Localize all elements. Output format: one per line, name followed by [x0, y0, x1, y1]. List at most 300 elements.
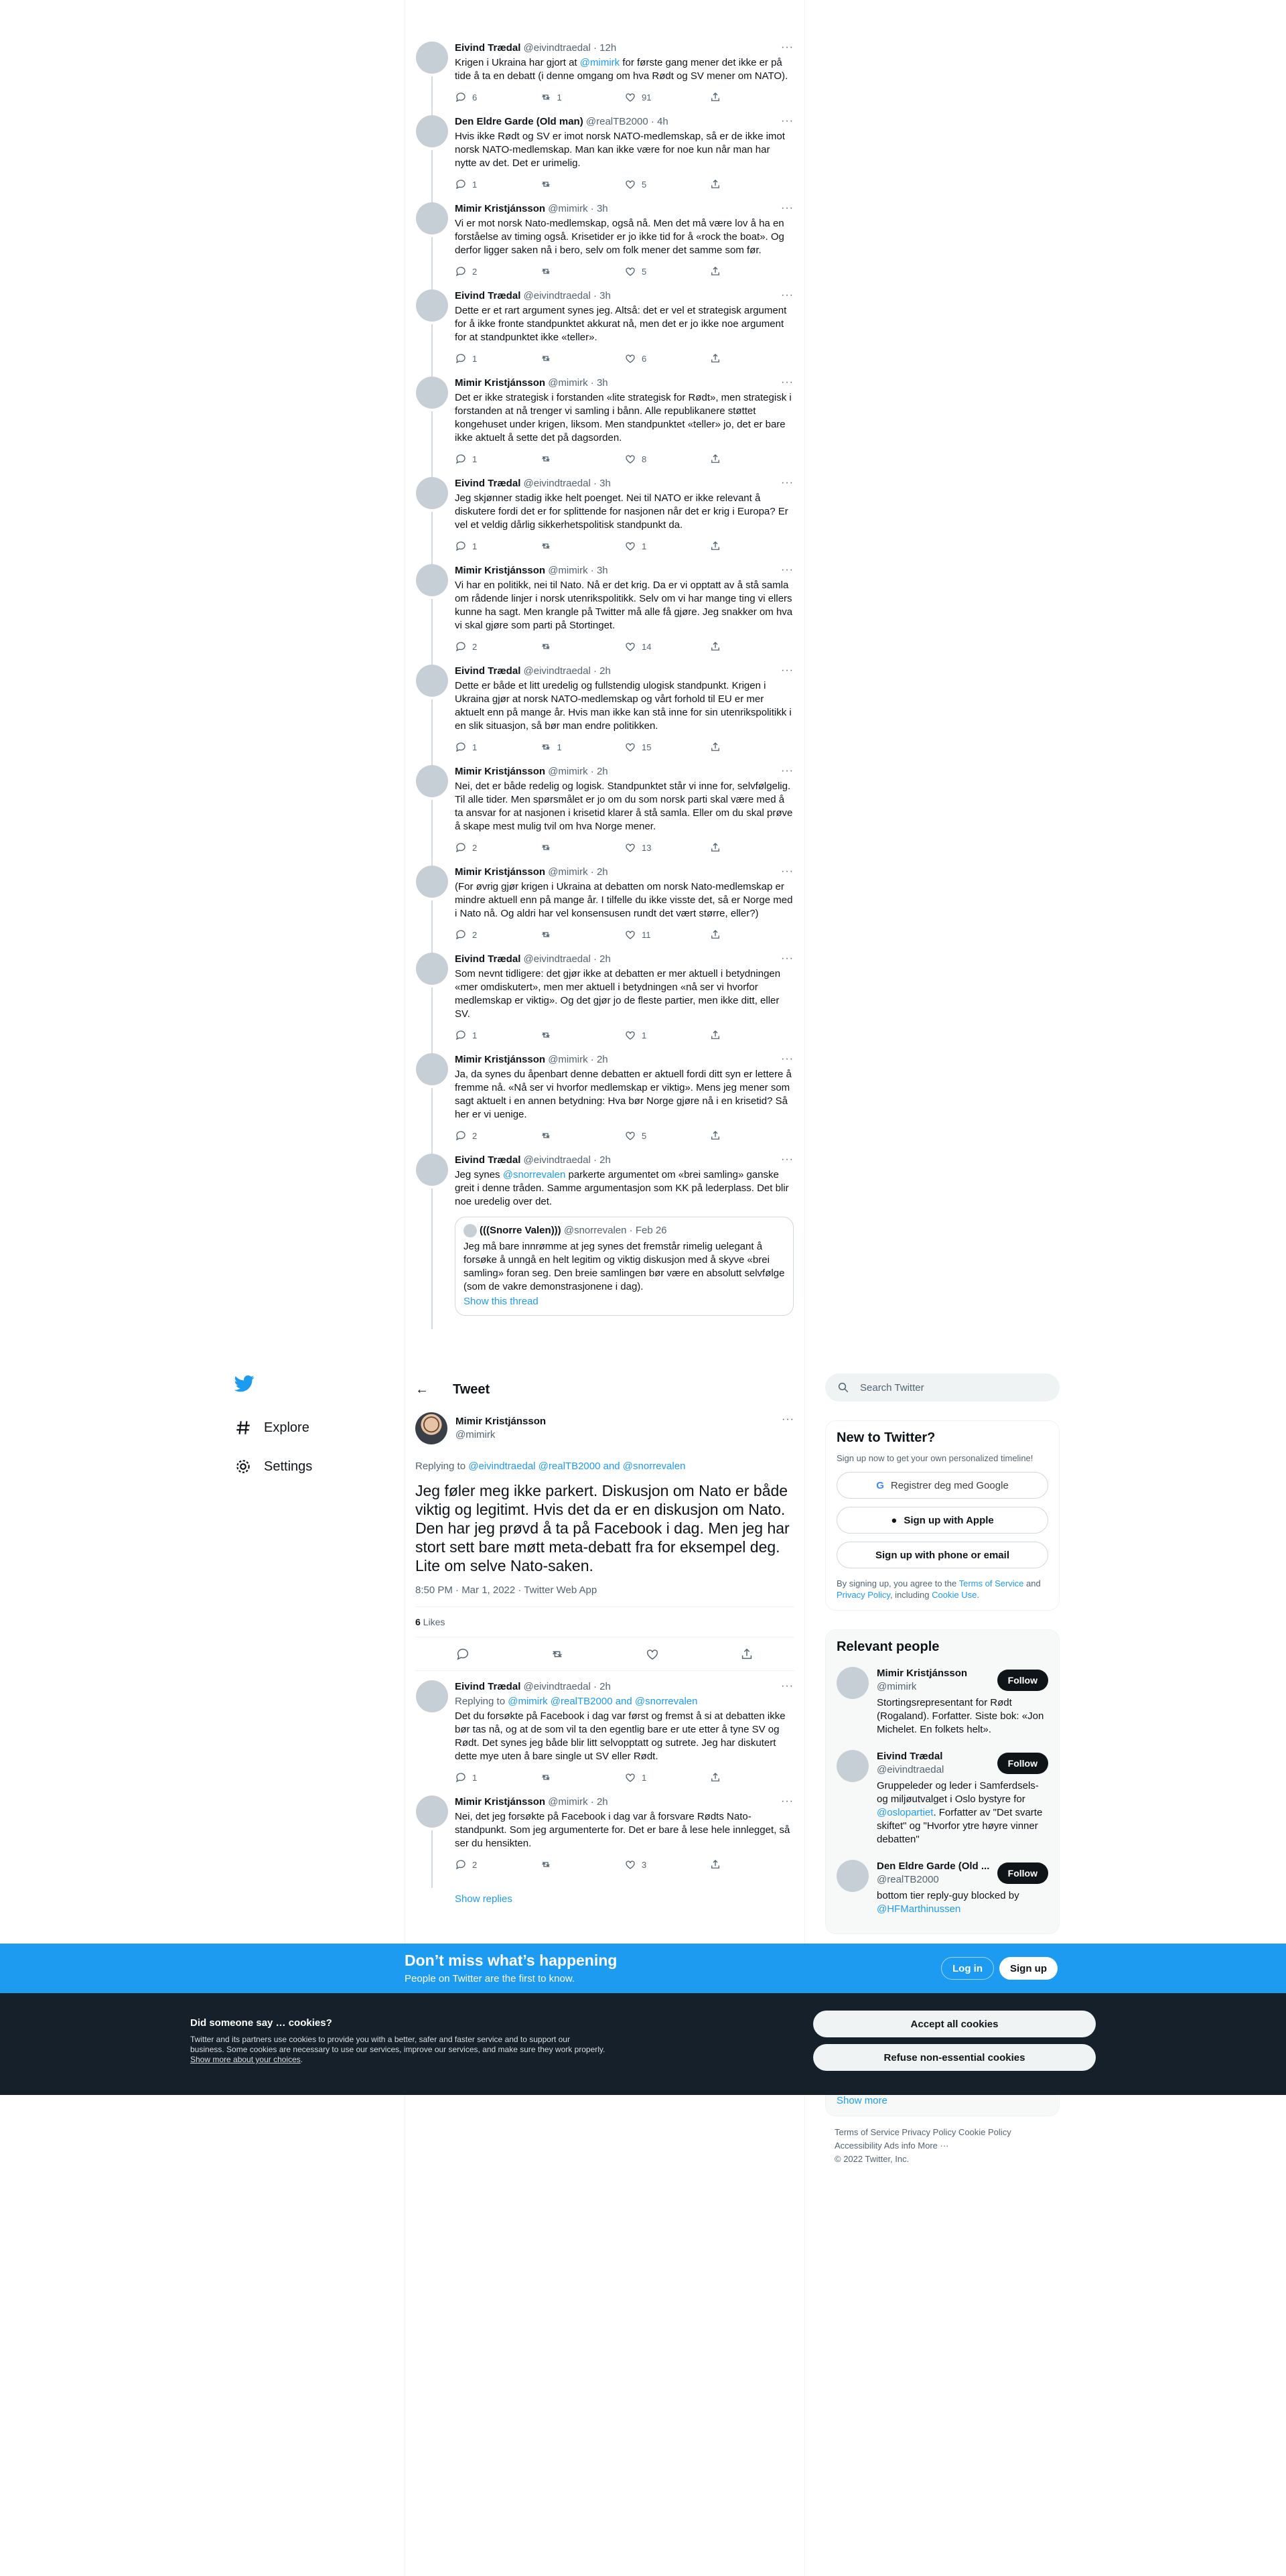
retweet-button[interactable]	[540, 640, 625, 653]
retweet-icon	[540, 352, 552, 364]
search-bar[interactable]	[825, 1373, 1060, 1402]
share-button[interactable]	[709, 265, 794, 277]
tweet-header	[455, 202, 794, 216]
accept-cookies-button[interactable]: Accept all cookies	[813, 2011, 1096, 2037]
tweet-header	[455, 765, 794, 778]
avatar[interactable]	[416, 1154, 448, 1186]
share-icon	[709, 178, 721, 190]
retweet-icon	[540, 741, 552, 753]
retweet-button[interactable]	[540, 178, 625, 190]
follow-button[interactable]: Follow	[997, 1670, 1048, 1691]
tweet-header	[455, 1680, 794, 1694]
author-handle[interactable]: @eivindtraedal	[523, 665, 591, 677]
tweet[interactable]	[405, 377, 804, 477]
reply-icon	[455, 640, 467, 653]
like-icon	[624, 640, 636, 653]
share-button[interactable]	[709, 841, 794, 854]
nav-settings[interactable]	[234, 1447, 402, 1486]
like-button[interactable]	[624, 741, 709, 753]
avatar[interactable]	[416, 866, 448, 898]
signup-banner	[0, 1944, 1286, 1993]
avatar[interactable]	[416, 1680, 448, 1712]
back-arrow-icon[interactable]: ←	[415, 1381, 429, 1397]
reply-button[interactable]	[455, 1029, 540, 1041]
tweet-time[interactable]: 12h	[599, 42, 617, 54]
tweet-actions	[455, 737, 794, 757]
thread-line	[431, 988, 433, 1059]
reply-button[interactable]	[455, 91, 540, 103]
likes-count: 1	[642, 1772, 647, 1783]
share-button[interactable]	[709, 178, 794, 190]
retweet-button[interactable]	[540, 1771, 625, 1783]
cookie-choices-link[interactable]: Show more about your choices	[190, 2055, 301, 2064]
share-button[interactable]	[709, 1130, 794, 1142]
author-name[interactable]: Mimir Kristjánsson	[455, 1796, 546, 1808]
tweet-text: (For øvrig gjør krigen i Ukraina at debatten om norsk Nato-medlemskap er mindre aktuell enn på mange år. I tilfelle du ikke visste det, så er Norge med i Nato nå. Og aldri har vel konsensusen rundt det vært større, eller?)	[455, 881, 793, 919]
reply-icon	[455, 1771, 467, 1783]
nav-settings-label: Settings	[264, 1459, 313, 1474]
author-name[interactable]: Mimir Kristjánsson	[455, 565, 546, 576]
show-more-link[interactable]: Show more	[837, 2095, 887, 2106]
reply-icon	[455, 1029, 467, 1041]
follow-button[interactable]: Follow	[997, 1753, 1048, 1774]
dot-separator: ·	[590, 1154, 600, 1166]
reply-icon	[455, 929, 467, 941]
signup-card	[825, 1420, 1060, 1611]
author-name[interactable]: Mimir Kristjánsson	[455, 1416, 547, 1427]
author-name[interactable]: Mimir Kristjánsson	[455, 766, 546, 777]
apple-signup-label: Sign up with Apple	[904, 1514, 994, 1526]
likes-count: 15	[642, 742, 652, 752]
person-bio-text-end: . Forfatter av "Det svarte skiftet" og "Hvorfor ytre høyre vinner debatten"	[877, 1807, 1043, 1845]
author-handle[interactable]: @mimirk	[548, 1054, 588, 1065]
reply-icon[interactable]	[455, 1647, 470, 1662]
tweet[interactable]	[405, 1680, 804, 1795]
tweet[interactable]	[405, 1154, 804, 1324]
author-name[interactable]: Eivind Trædal	[455, 1154, 521, 1166]
like-icon	[624, 265, 636, 277]
replies-list	[405, 1680, 804, 1883]
reply-button[interactable]	[455, 841, 540, 854]
likes-row[interactable]	[415, 1607, 794, 1637]
share-icon	[709, 352, 721, 364]
reply-button[interactable]	[455, 640, 540, 653]
share-button[interactable]	[709, 929, 794, 941]
dot-separator: ·	[626, 1225, 636, 1236]
retweet-icon[interactable]	[550, 1647, 565, 1662]
reply-icon	[455, 265, 467, 277]
retweet-button[interactable]	[540, 91, 625, 103]
thread-line	[431, 1189, 433, 1329]
tweet[interactable]	[405, 866, 804, 953]
like-button[interactable]	[624, 453, 709, 465]
reply-button[interactable]	[455, 741, 540, 753]
author-name[interactable]: Eivind Trædal	[455, 42, 521, 54]
author-handle[interactable]: @eivindtraedal	[523, 42, 591, 54]
footer-line-2[interactable]: Accessibility Ads info More ···	[835, 2141, 949, 2151]
relevant-people-card	[825, 1629, 1060, 1934]
dot-separator: ·	[587, 1054, 597, 1065]
like-button[interactable]	[624, 1858, 709, 1871]
show-replies-link[interactable]: Show replies	[455, 1893, 512, 1905]
author-handle[interactable]: @mimirk	[548, 866, 588, 878]
more-icon[interactable]: ···	[781, 1680, 794, 1692]
author-name[interactable]: Eivind Trædal	[455, 290, 521, 301]
author-handle[interactable]: @mimirk	[548, 766, 588, 777]
reply-button[interactable]	[455, 453, 540, 465]
author-name[interactable]: Eivind Trædal	[455, 953, 521, 965]
more-icon[interactable]: ···	[781, 42, 794, 53]
person-handle[interactable]: @eivindtraedal	[877, 1764, 944, 1775]
author-name[interactable]: Mimir Kristjánsson	[455, 1054, 546, 1065]
quoted-author-name: (((Snorre Valen)))	[480, 1225, 561, 1236]
tweet-header	[455, 289, 794, 303]
avatar[interactable]	[416, 202, 448, 234]
author-handle[interactable]: @realTB2000	[585, 116, 648, 127]
like-icon	[624, 540, 636, 552]
thread-line	[431, 150, 433, 208]
tweet-text: Vi er mot norsk Nato-medlemskap, også nå. Men det må være lov å ha en forståelse av timing også. Krisetider er jo ikke tid for å «rock the boat». Og derfor ligger saken nå i bero, selv om folk mener det samme som før.	[455, 218, 784, 256]
retweet-button[interactable]	[540, 453, 625, 465]
like-button[interactable]	[624, 841, 709, 854]
retweet-button[interactable]	[540, 1858, 625, 1871]
tweet-text	[455, 1168, 794, 1209]
avatar[interactable]	[416, 377, 448, 409]
reply-icon	[455, 540, 467, 552]
tweet-actions	[455, 174, 794, 194]
mention-link[interactable]: @mimirk	[579, 57, 620, 68]
tweet-time[interactable]: 2h	[596, 766, 608, 777]
tweet-text-pre: Krigen i Ukraina har gjort at	[455, 57, 580, 68]
privacy-link[interactable]: Privacy Policy	[837, 1590, 890, 1600]
replies-count: 2	[472, 1130, 478, 1141]
like-button[interactable]	[624, 91, 709, 103]
gear-icon	[234, 1458, 252, 1475]
share-button[interactable]	[709, 453, 794, 465]
avatar[interactable]	[837, 1750, 869, 1782]
more-icon[interactable]: ···	[781, 765, 794, 776]
person-bio-link[interactable]: @oslopartiet	[877, 1807, 934, 1818]
more-icon[interactable]: ···	[781, 477, 794, 488]
author-name[interactable]: Mimir Kristjánsson	[455, 377, 546, 389]
reply-button[interactable]	[455, 265, 540, 277]
avatar[interactable]	[416, 477, 448, 509]
relevant-person[interactable]	[837, 1854, 1048, 1924]
reply-icon	[455, 1858, 467, 1871]
tweet[interactable]	[405, 765, 804, 866]
tweet-time[interactable]: 3h	[596, 565, 608, 576]
mention-link[interactable]: @snorrevalen	[502, 1169, 566, 1180]
more-icon[interactable]: ···	[781, 377, 794, 388]
apple-icon: ●	[891, 1514, 898, 1526]
dot-separator: ·	[648, 116, 658, 127]
tweet-time[interactable]: 3h	[599, 290, 611, 301]
author-name[interactable]: Eivind Trædal	[455, 1681, 521, 1692]
dot-separator: ·	[590, 42, 600, 54]
person-bio	[877, 1889, 1048, 1916]
relevant-person[interactable]	[837, 1662, 1048, 1745]
author-handle[interactable]: @eivindtraedal	[523, 953, 591, 965]
author-name[interactable]: Eivind Trædal	[455, 478, 521, 489]
tweet[interactable]	[405, 202, 804, 289]
quoted-text: Jeg må bare innrømme at jeg synes det fremstår rimelig uelegant å forsøke å unngå en helt legitim og viktig diskusjon med å skyve «brei samling» foran seg. Den breie samlingen bør være en absolutt selvfølge (som de vakre demonstrasjonene i dag).	[463, 1241, 785, 1293]
tweet-time[interactable]: 4h	[657, 116, 668, 127]
avatar[interactable]	[837, 1860, 869, 1892]
author-handle[interactable]: @mimirk	[548, 565, 588, 576]
more-icon[interactable]: ···	[781, 866, 794, 877]
author-handle[interactable]: @eivindtraedal	[523, 1154, 591, 1166]
tweet-time[interactable]: 2h	[596, 1054, 608, 1065]
avatar[interactable]	[416, 564, 448, 596]
retweet-icon	[540, 1130, 552, 1142]
tweet-time[interactable]: 2h	[599, 1681, 611, 1692]
replies-count: 1	[472, 454, 478, 464]
person-bio-link[interactable]: @HFMarthinussen	[877, 1903, 961, 1915]
author-handle[interactable]: @eivindtraedal	[523, 478, 591, 489]
tweet[interactable]	[405, 115, 804, 202]
more-icon[interactable]: ···	[781, 953, 794, 964]
tweet-text: Hvis ikke Rødt og SV er imot norsk NATO-medlemskap, så er de ikke imot norsk NATO-medlemskap. Man kan ikke være for noe kun når man har nytte av det. Det er urimelig.	[455, 131, 785, 169]
like-icon	[624, 741, 636, 753]
like-button[interactable]	[624, 1771, 709, 1783]
retweet-button[interactable]	[540, 929, 625, 941]
reply-icon	[455, 741, 467, 753]
twitter-logo-icon[interactable]	[234, 1373, 402, 1408]
retweet-button[interactable]	[540, 841, 625, 854]
reply-icon	[455, 352, 467, 364]
replies-count: 1	[472, 353, 478, 364]
like-button[interactable]	[624, 929, 709, 941]
like-button[interactable]	[624, 178, 709, 190]
author-handle[interactable]: @mimirk	[455, 1429, 496, 1440]
replying-links[interactable]: @eivindtraedal @realTB2000 and @snorrevalen	[468, 1461, 686, 1472]
apple-signup-button[interactable]	[837, 1507, 1048, 1534]
tweet-time[interactable]: 2h	[599, 953, 611, 965]
share-icon[interactable]	[739, 1647, 754, 1662]
google-signup-button[interactable]	[837, 1472, 1048, 1499]
share-button[interactable]	[709, 91, 794, 103]
like-button[interactable]	[624, 1029, 709, 1041]
tweet-header	[455, 377, 794, 390]
reply-button[interactable]	[455, 1771, 540, 1783]
like-button[interactable]	[624, 265, 709, 277]
avatar[interactable]	[415, 1412, 447, 1444]
tweet[interactable]	[405, 477, 804, 564]
replying-to	[455, 1695, 794, 1708]
avatar[interactable]	[416, 953, 448, 985]
thread-line	[431, 599, 433, 670]
replies-count: 2	[472, 929, 478, 940]
refuse-cookies-button[interactable]: Refuse non-essential cookies	[813, 2044, 1096, 2071]
like-button[interactable]	[624, 640, 709, 653]
cookie-use-link[interactable]: Cookie Use	[932, 1590, 977, 1600]
retweet-button[interactable]	[540, 1130, 625, 1142]
avatar[interactable]	[416, 289, 448, 322]
tweet[interactable]	[405, 42, 804, 115]
dot-separator: ·	[587, 1796, 597, 1808]
relevant-person[interactable]	[837, 1745, 1048, 1854]
tweet-time[interactable]: 3h	[599, 478, 611, 489]
signup-button[interactable]: Sign up	[999, 1957, 1058, 1980]
nav-explore[interactable]	[234, 1408, 402, 1447]
page-title: Tweet	[453, 1381, 490, 1397]
more-icon[interactable]: ···	[781, 202, 794, 214]
like-button[interactable]	[624, 1130, 709, 1142]
more-icon[interactable]: ···	[781, 115, 794, 127]
show-thread-link[interactable]: Show this thread	[463, 1296, 539, 1308]
people-list	[837, 1662, 1048, 1924]
author-handle[interactable]: @mimirk	[548, 203, 588, 214]
reply-button[interactable]	[455, 540, 540, 552]
reply-button[interactable]	[455, 929, 540, 941]
like-icon	[624, 1858, 636, 1871]
like-icon[interactable]	[645, 1647, 660, 1662]
author-handle[interactable]: @mimirk	[548, 1796, 588, 1808]
replies-count: 2	[472, 1859, 478, 1870]
author-handle[interactable]: @eivindtraedal	[523, 1681, 591, 1692]
retweet-icon	[540, 1858, 552, 1871]
more-icon[interactable]: ···	[781, 289, 794, 301]
search-icon	[837, 1381, 849, 1394]
retweets-count: 1	[557, 742, 562, 752]
more-icon[interactable]: ···	[781, 564, 794, 575]
tweet-time[interactable]: 2h	[599, 1154, 611, 1166]
tweet-time[interactable]: 2h	[596, 1796, 608, 1808]
like-icon	[624, 453, 636, 465]
person-name[interactable]: Mimir Kristjánsson	[877, 1668, 968, 1679]
signup-terms	[837, 1578, 1048, 1601]
cookie-body-text: Twitter and its partners use cookies to provide you with a better, safer and faster service and to support our business. Some cookies are necessary to use our services, improve our services, and make sure they work properly.	[190, 2035, 605, 2054]
reply-button[interactable]	[455, 1130, 540, 1142]
follow-button[interactable]: Follow	[997, 1862, 1048, 1884]
replying-links[interactable]: @mimirk @realTB2000 and @snorrevalen	[508, 1696, 698, 1707]
reply-button[interactable]	[455, 178, 540, 190]
share-button[interactable]	[709, 540, 794, 552]
person-bio-text: Gruppeleder og leder i Samferdsels- og miljøutvalget i Oslo bystyre for	[877, 1780, 1039, 1805]
likes-count: 5	[642, 179, 647, 190]
likes-count: 11	[642, 929, 651, 940]
share-button[interactable]	[709, 1029, 794, 1041]
avatar[interactable]	[416, 765, 448, 797]
like-icon	[624, 178, 636, 190]
likes-count: 6	[415, 1617, 421, 1627]
person-name[interactable]: Den Eldre Garde (Old ...	[877, 1860, 990, 1872]
tweet[interactable]	[405, 665, 804, 765]
tweet-text: Vi har en politikk, nei til Nato. Nå er det krig. Da er vi opptatt av å stå samla om rådende linjer i norsk utenrikspolitikk. Selv om vi har mange ting vi ellers kunne ha sagt. Men krangle på Twitter må alle få gjøre. Jeg snakker om hva vi skal gjøre som parti på Stortinget.	[455, 580, 793, 631]
tweet-actions	[455, 536, 794, 556]
like-button[interactable]	[624, 352, 709, 364]
likes-count: 91	[642, 92, 652, 103]
avatar[interactable]	[416, 42, 448, 74]
replies-count: 1	[472, 1030, 478, 1040]
phone-signup-button[interactable]	[837, 1542, 1048, 1568]
tweet[interactable]	[405, 1053, 804, 1154]
tweet-meta[interactable]: 8:50 PM · Mar 1, 2022 · Twitter Web App	[415, 1584, 597, 1596]
more-icon[interactable]: ···	[781, 1053, 794, 1065]
thread-line	[431, 800, 433, 871]
author-name[interactable]: Den Eldre Garde (Old man)	[455, 116, 583, 127]
tweet-time[interactable]: 2h	[599, 665, 611, 677]
avatar[interactable]	[416, 1053, 448, 1085]
share-button[interactable]	[709, 1858, 794, 1871]
replies-count: 1	[472, 179, 478, 190]
author-name[interactable]: Mimir Kristjánsson	[455, 203, 546, 214]
tweet-time[interactable]: 3h	[596, 203, 608, 214]
person-bio	[877, 1696, 1048, 1737]
terms-text-2: and	[1023, 1578, 1041, 1588]
person-handle[interactable]: @realTB2000	[877, 1874, 939, 1885]
tweet-actions	[455, 1854, 794, 1875]
more-icon[interactable]: ···	[781, 1795, 794, 1807]
person-name[interactable]: Eivind Trædal	[877, 1751, 943, 1762]
more-icon[interactable]: ···	[781, 1154, 794, 1165]
tweet-text: Nei, det jeg forsøkte på Facebook i dag var å forsvare Rødts Nato-standpunkt. Som jeg argumenterte for. Det er bare å lese hele innlegget, så ser du hensikten.	[455, 1811, 790, 1849]
thread-line	[431, 76, 433, 121]
reply-button[interactable]	[455, 1858, 540, 1871]
author-name[interactable]: Eivind Trædal	[455, 665, 521, 677]
search-placeholder: Search Twitter	[860, 1381, 924, 1394]
share-button[interactable]	[709, 1771, 794, 1783]
avatar[interactable]	[416, 665, 448, 697]
more-icon[interactable]: ···	[781, 665, 794, 676]
left-nav	[234, 1373, 402, 1486]
footer-links	[825, 2126, 1060, 2166]
person-bio	[877, 1779, 1048, 1846]
retweets-count: 1	[557, 92, 562, 103]
retweet-button[interactable]	[540, 540, 625, 552]
author-handle[interactable]: @mimirk	[548, 377, 588, 389]
share-icon	[709, 1771, 721, 1783]
reply-button[interactable]	[455, 352, 540, 364]
replies-count: 1	[472, 742, 478, 752]
tweet-time[interactable]: 2h	[596, 866, 608, 878]
banner-subtitle: People on Twitter are the first to know.	[405, 1973, 575, 1984]
retweet-button[interactable]	[540, 1029, 625, 1041]
person-handle[interactable]: @mimirk	[877, 1681, 917, 1692]
tweet-time[interactable]: 3h	[596, 377, 608, 389]
tweet[interactable]	[405, 564, 804, 665]
new-to-twitter-title: New to Twitter?	[837, 1430, 936, 1445]
tweet-actions	[455, 925, 794, 945]
terms-link[interactable]: Terms of Service	[958, 1578, 1024, 1588]
tweet[interactable]	[405, 1795, 804, 1883]
replies-count: 1	[472, 1772, 478, 1783]
quoted-tweet[interactable]	[455, 1217, 794, 1316]
retweet-button[interactable]	[540, 352, 625, 364]
footer-line-1[interactable]: Terms of Service Privacy Policy Cookie Policy	[835, 2127, 1011, 2137]
avatar[interactable]	[416, 115, 448, 147]
share-icon	[709, 929, 721, 941]
share-button[interactable]	[709, 352, 794, 364]
author-handle[interactable]: @eivindtraedal	[523, 290, 591, 301]
replies-count: 2	[472, 641, 478, 652]
share-button[interactable]	[709, 640, 794, 653]
avatar[interactable]	[416, 1795, 448, 1828]
tweet[interactable]	[405, 953, 804, 1053]
retweet-button[interactable]	[540, 741, 625, 753]
more-icon[interactable]: ···	[782, 1414, 794, 1425]
share-button[interactable]	[709, 741, 794, 753]
tweet-text: Jeg skjønner stadig ikke helt poenget. Nei til NATO er ikke relevant å diskutere fordi det er for splittende for nasjonen når det er krig i Europa? Er vel et veldig dårlig sikkerhetspolitisk standpunkt da.	[455, 492, 788, 531]
retweet-button[interactable]	[540, 265, 625, 277]
login-button[interactable]: Log in	[941, 1957, 994, 1980]
tweet-page-header	[405, 1373, 805, 1406]
like-button[interactable]	[624, 540, 709, 552]
author-name[interactable]: Mimir Kristjánsson	[455, 866, 546, 878]
retweet-icon	[540, 265, 552, 277]
tweet[interactable]	[405, 289, 804, 377]
avatar[interactable]	[837, 1667, 869, 1699]
